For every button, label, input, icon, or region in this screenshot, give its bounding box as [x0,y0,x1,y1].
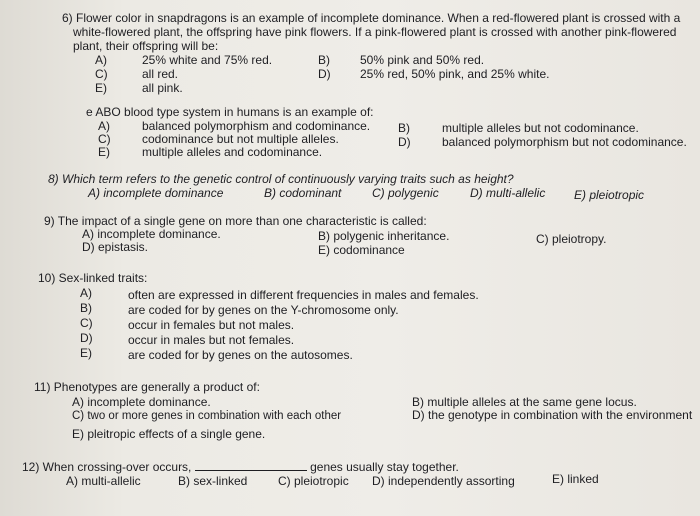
q7-option-d: balanced polymorphism but not codominance. [442,135,687,149]
q12-stem-end: genes usually stay together. [310,460,459,474]
q6-option-b: 50% pink and 50% red. [360,53,485,67]
q10-option-b-letter: B) [80,301,92,315]
q8-option-c: C) polygenic [372,186,439,200]
q12-option-c: C) pleiotropic [278,474,349,488]
q7-option-c: codominance but not multiple alleles. [142,132,339,146]
q7-option-a: balanced polymorphism and codominance. [142,119,371,133]
q7-option-c-letter: C) [98,132,111,146]
q11-option-e: E) pleitropic effects of a single gene. [72,427,266,441]
q12-option-b: B) sex-linked [178,474,248,488]
q11-option-b: B) multiple alleles at the same gene locus. [412,395,637,409]
q11-option-d: D) the genotype in combination with the environment [412,408,693,422]
q10-option-e: are coded for by genes on the autosomes. [128,348,353,362]
q6-stem-line3: plant, their offspring will be: [73,39,219,53]
q12-option-e: E) linked [552,472,599,486]
q10-option-e-letter: E) [80,346,92,360]
q12-option-d: D) independently assorting [372,474,515,488]
q7-option-b-letter: B) [398,121,410,135]
q12-stem-start: 12) When crossing-over occurs, [22,460,192,474]
q6-option-a-letter: A) [95,53,107,67]
q6-option-e: all pink. [142,81,183,95]
q6-stem-line1: 6) Flower color in snapdragons is an example of incomplete dominance. When a red-flowered plant is crossed with a [62,11,681,25]
q6-option-c-letter: C) [95,67,108,81]
q6-option-c: all red. [142,67,179,81]
q10-option-d-letter: D) [80,331,93,345]
q7-option-e: multiple alleles and codominance. [142,145,323,159]
q9-option-e: E) codominance [318,243,405,257]
q9-option-b: B) polygenic inheritance. [318,229,450,243]
q10-option-b: are coded for by genes on the Y-chromosome only. [128,303,399,317]
q11-option-a: A) incomplete dominance. [72,395,211,409]
q10-option-d: occur in males but not females. [128,333,295,347]
q8-stem: 8) Which term refers to the genetic control of continuously varying traits such as height? [48,172,514,186]
q10-option-a-letter: A) [80,286,92,300]
q9-option-a: A) incomplete dominance. [82,227,221,241]
q6-option-b-letter: B) [318,53,330,67]
q7-option-b: multiple alleles but not codominance. [442,121,639,135]
q7-stem: e ABO blood type system in humans is an example of: [86,105,374,119]
q6-option-a: 25% white and 75% red. [142,53,273,67]
q11-stem: 11) Phenotypes are generally a product of: [34,380,260,394]
q7-option-a-letter: A) [98,119,110,133]
q10-option-c-letter: C) [80,316,93,330]
q6-option-e-letter: E) [95,81,107,95]
q6-option-d-letter: D) [318,67,331,81]
q12-stem [22,460,459,474]
q12-answer-blank [195,460,307,471]
q10-stem: 10) Sex-linked traits: [38,271,148,285]
q7-option-e-letter: E) [98,145,110,159]
q9-option-d: D) epistasis. [82,240,149,254]
q12-option-a: A) multi-allelic [66,474,141,488]
q8-option-a: A) incomplete dominance [88,186,224,200]
q7-option-d-letter: D) [398,135,411,149]
q6-stem-line2: white-flowered plant, the offspring have pink flowers. If a pink-flowered plant is crossed with another pink-flowered [73,25,677,39]
q11-option-c: C) two or more genes in combination with each other [72,410,342,422]
q10-option-a: often are expressed in different frequencies in males and females. [128,288,479,302]
q8-option-b: B) codominant [264,186,342,200]
q8-option-d: D) multi-allelic [470,186,546,200]
q9-stem: 9) The impact of a single gene on more than one characteristic is called: [44,214,427,228]
q9-option-c: C) pleiotropy. [536,232,607,246]
q8-option-e: E) pleiotropic [574,188,645,202]
q6-option-d: 25% red, 50% pink, and 25% white. [360,67,550,81]
q10-option-c: occur in females but not males. [128,318,295,332]
